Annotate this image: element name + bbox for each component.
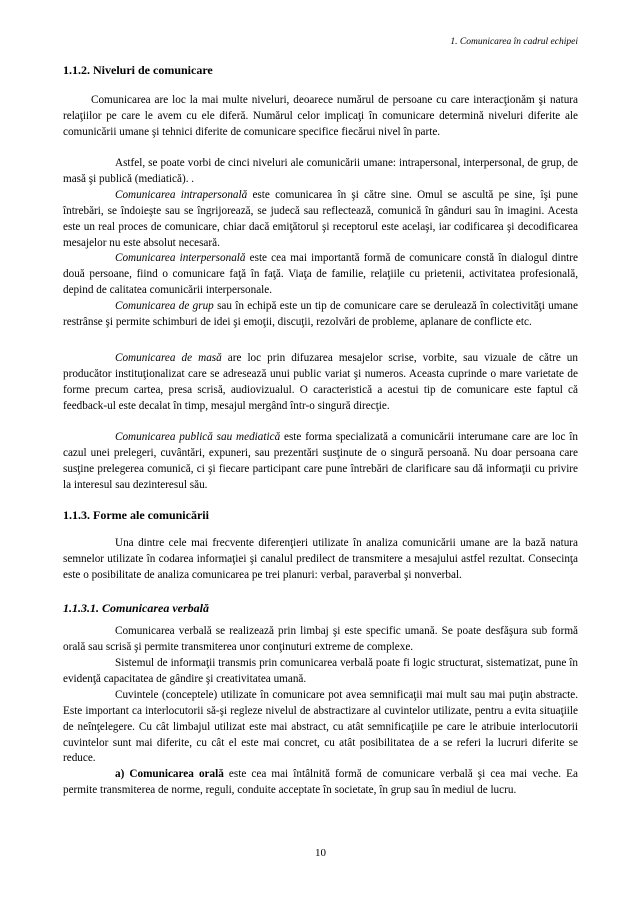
term-intrapersonal: Comunicarea intrapersonală xyxy=(115,189,248,201)
paragraph-intrapersonal: Comunicarea intrapersonală este comunicarea în şi către sine. Omul se ascultă pe sine, îşi pune întrebări, se îndoieşte sau se îngrijorează, se judecă sau reflectează, comunică în gânduri sau în imagini. Acesta este un real proces de comunicare, chiar dacă emiţătorul şi receptorul este acelaşi, iar codificarea şi decodificarea mesajelor nu este absolut necesară. xyxy=(63,189,579,249)
paragraph-verbal: Comunicarea verbală se realizează prin limbaj şi este specific umană. Se poate desfăşura sub formă orală sau scrisă şi permite transmiterea unor conţinuturi extreme de complexe. xyxy=(63,625,578,653)
section-heading-1-1-3: 1.1.3. Forme ale comunicării xyxy=(63,508,209,522)
section-heading-1-1-2: 1.1.2. Niveluri de comunicare xyxy=(63,63,213,77)
term-group: Comunicarea de grup xyxy=(115,300,214,312)
paragraph-information: Sistemul de informaţii transmis prin comunicarea verbală poate fi logic structurat, sistematizat, pune în evidenţă capacitatea de gândire şi creativitatea umană. xyxy=(63,657,578,685)
paragraph-levels: Astfel, se poate vorbi de cinci niveluri ale comunicării umane: intrapersonal, interpersonal, de grup, de masă şi publică (mediatică). . xyxy=(63,157,578,185)
paragraph-interpersonal: Comunicarea interpersonală este cea mai importantă formă de comunicare constă în dialogul dintre două persoane, fiind o comunicare faţă în faţă. Viaţa de familie, relaţiile cu prietenii, activitatea profesională, depind de calitatea comunicării interpersonale. xyxy=(63,252,578,296)
term-interpersonal: Comunicarea interpersonală xyxy=(115,252,246,264)
paragraph-words: Cuvintele (conceptele) utilizate în comunicare pot avea semnificaţii mai mult sau mai puţin abstracte. Este important ca interlocutorii să-şi regleze nivelul de abstractizare al cuvintelor utilizate, pentru a evita situaţiile de neînţelegere. Cu cât limbajul utilizat este mai abstract, cu atât semnificaţiile pe care le atribuie interlocutorii cuvintelor sunt mai diferite, cu cât el este mai concret, cu atât posibilitatea de a se referi la lucruri diferite se reduce. xyxy=(63,689,578,765)
section-heading-1-1-3-1: 1.1.3.1. Comunicarea verbală xyxy=(63,601,209,615)
term-mass: Comunicarea de masă xyxy=(115,352,222,364)
paragraph-forms: Una dintre cele mai frecvente diferenţieri utilizate în analiza comunicării umane are la bază natura semnelor utilizate în codarea informaţiei şi canalul predilect de transmitere a mesajului astfel rezultat. Consecinţa este o posibilitate de analiza comunicarea pe trei planuri: verbal, paraverbal şi nonverbal. xyxy=(63,537,578,581)
paragraph-intro: Comunicarea are loc la mai multe niveluri, deoarece numărul de persoane cu care interacţionăm şi natura relaţiilor pe care le avem cu ele diferă. Numărul celor implicaţi în comunicare determină niveluri diferite ale comunicării umane şi tehnici diferite de comunicare specifice fiecărui nivel în parte. xyxy=(63,94,578,138)
paragraph-group: Comunicarea de grup sau în echipă este un tip de comunicare care se derulează în colectivităţi umane restrânse şi permite schimburi de idei şi emoţii, discuţii, rezolvări de probleme, aplanare de conflicte etc. xyxy=(63,300,578,328)
running-head: 1. Comunicarea în cadrul echipei xyxy=(450,37,578,47)
term-public: Comunicarea publică sau mediatică xyxy=(115,431,281,443)
paragraph-mass: Comunicarea de masă are loc prin difuzarea mesajelor scrise, vorbite, sau vizuale de către un producător instituţionalizat care se adresează unui public variat şi numeros. Aceasta cuprinde o mare varietate de forme precum cartea, presa scrisă, audiovizualul. O caracteristică a acestui tip de comunicare este faptul că feedback-ul este decalat în timp, mesajul mergând într-o singură direcţie. xyxy=(63,352,578,412)
page-number: 10 xyxy=(315,847,326,859)
paragraph-oral: a) Comunicarea orală este cea mai întâlnită formă de comunicare verbală şi cea mai veche. Ea permite transmiterea de norme, reguli, conduite acceptate în societate, în grup sau în mediul de lucru. xyxy=(63,768,578,796)
term-oral: a) Comunicarea orală xyxy=(115,768,224,780)
paragraph-public: Comunicarea publică sau mediatică este forma specializată a comunicării interumane care are loc în cazul unei prelegeri, cuvântări, expuneri, sau prezentări susţinute de o singură persoană. Nu doar persoana care susţine prelegerea comunică, ci şi fiecare participant care pune întrebări de clarificare sau dă informaţii cu privire la interesul sau dezinteresul său. xyxy=(63,431,579,491)
